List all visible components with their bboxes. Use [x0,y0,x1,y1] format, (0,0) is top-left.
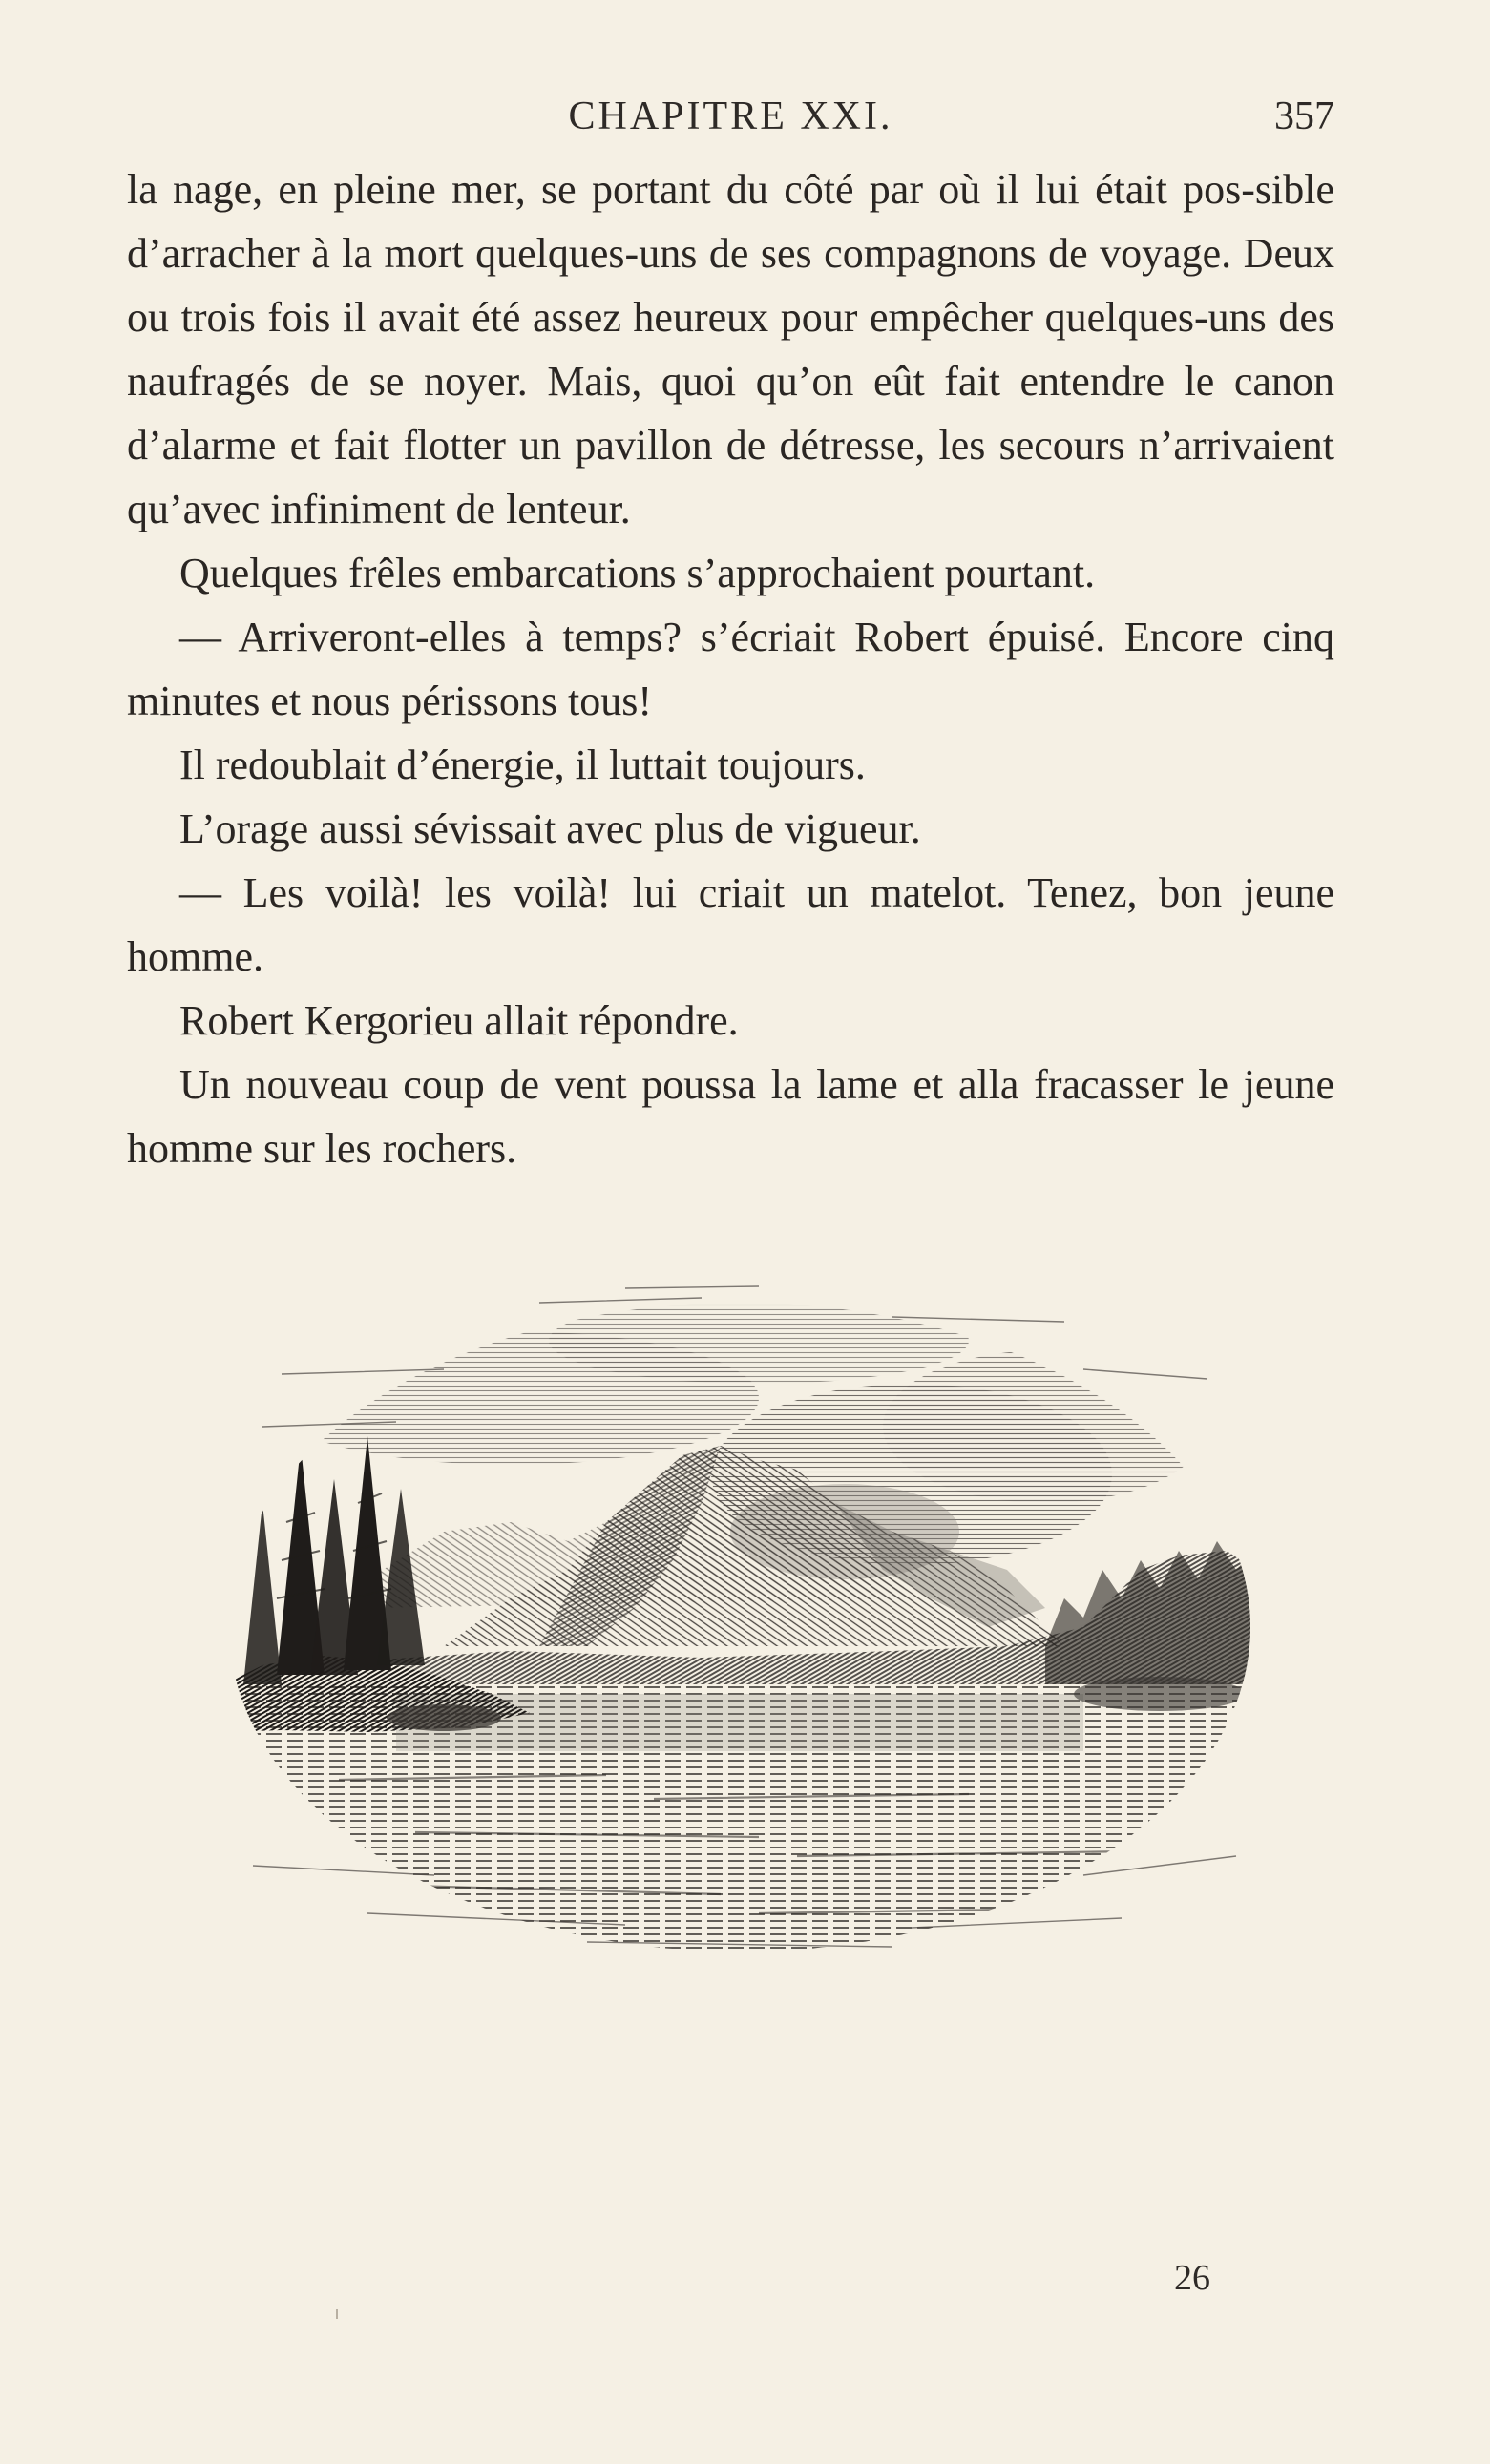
paragraph: la nage, en pleine mer, se portant du côté par où il lui était pos-sible d’arracher à la mort quelques-uns de ses compagnons de voyage. Deux ou trois fois il avait été assez heureux pour empêcher quelques-uns des naufragés de se noyer. Mais, quoi qu’on eût fait entendre le canon d’alarme et fait flotter un pavillon de détresse, les secours n’arrivaient qu’avec infiniment de lenteur. [127,166,1334,532]
body-text [127,157,1334,1180]
sky-cloud [549,1298,969,1384]
storm-cloud [883,1350,1207,1503]
printer-signature-mark: 26 [1174,2258,1210,2298]
paragraph: — Les voilà! les voilà! lui criait un matelot. Tenez, bon jeune homme. [127,869,1334,980]
lake-engraving-illustration [224,1284,1255,1952]
paragraph: L’orage aussi sévissait avec plus de vigueur. [179,805,921,852]
shore-rock [1074,1677,1246,1711]
page-number: 357 [1274,94,1334,138]
paragraph: Il redoublait d’énergie, il luttait toujours. [179,741,866,788]
paper-speck [336,2309,338,2319]
right-shore-trees [1045,1541,1255,1684]
paragraph: Robert Kergorieu allait répondre. [179,997,739,1044]
chapter-title: CHAPITRE XXI. [568,94,893,138]
running-head [127,94,1334,151]
paragraph: Un nouveau coup de vent poussa la lame et alla fracasser le jeune homme sur les rochers. [127,1061,1334,1172]
conifer-trees [243,1436,425,1684]
shore-rock [387,1704,501,1731]
paragraph: — Arriveront-elles à temps? s’écriait Robert épuisé. Encore cinq minutes et nous périssons tous! [127,614,1334,724]
paragraph: Quelques frêles embarcations s’approchaient pourtant. [179,550,1096,596]
